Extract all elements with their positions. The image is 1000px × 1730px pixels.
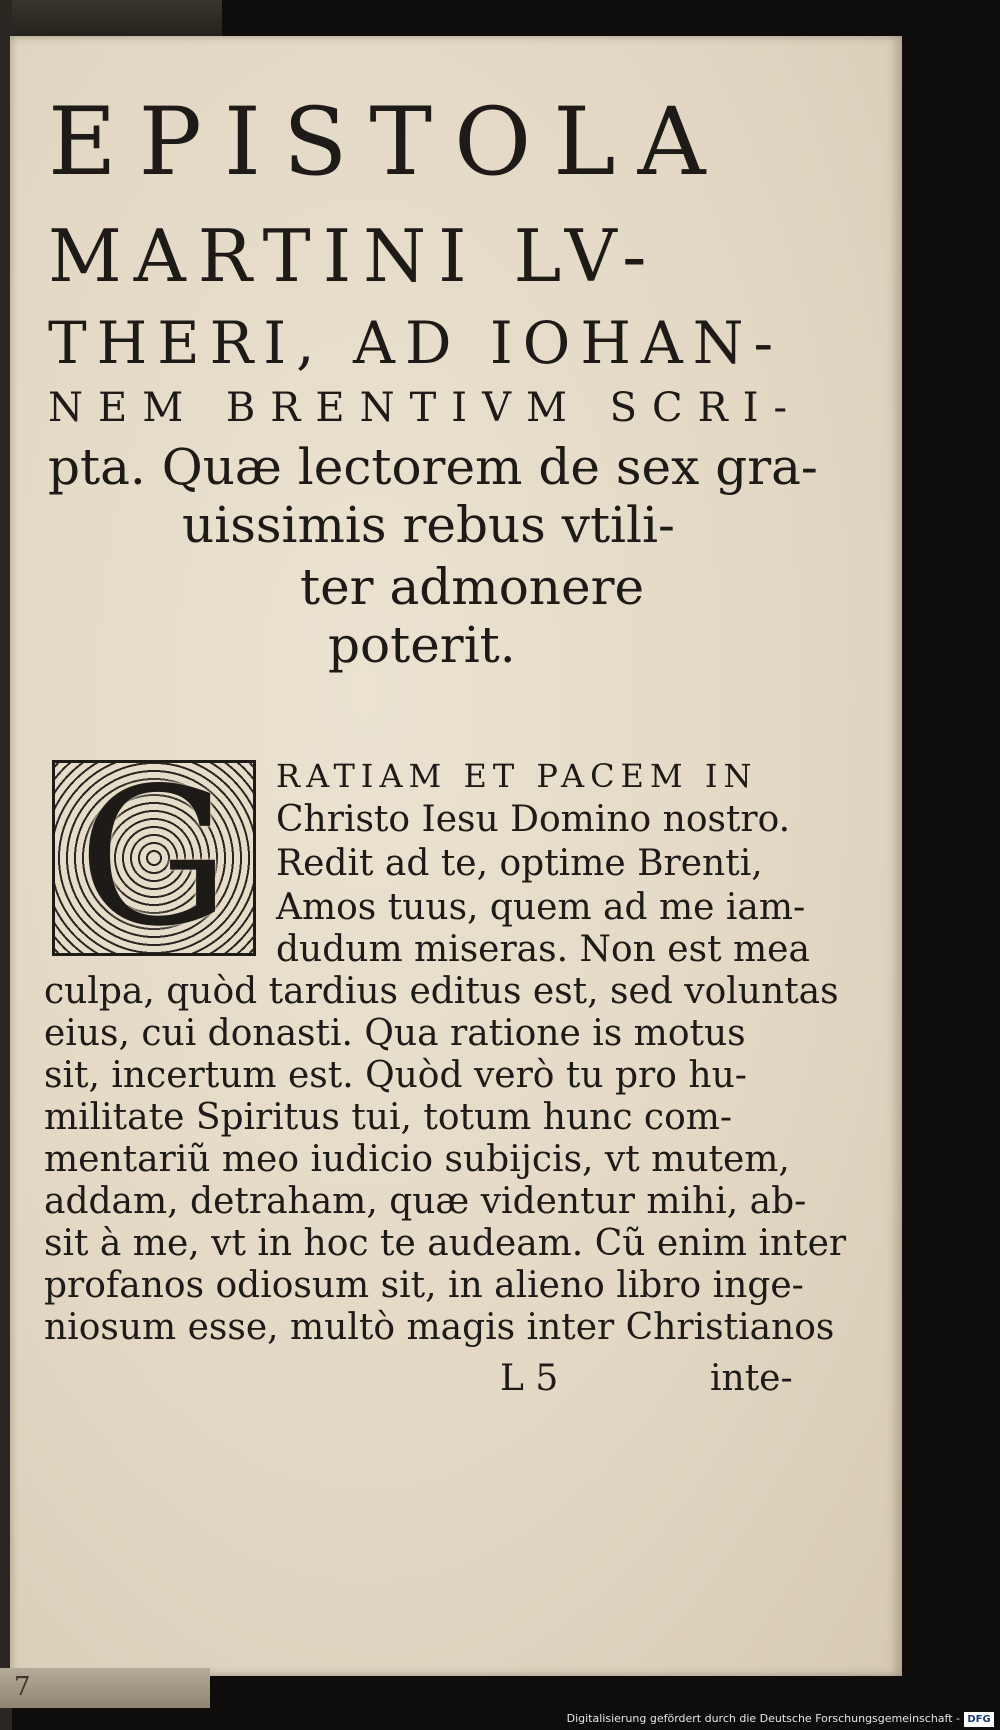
body-line: addam, detraham, quæ videntur mihi, ab- [44,1181,807,1222]
title-line-4: NEM BRENTIVM SCRI- [48,385,803,431]
body-line: dudum miseras. Non est mea [276,929,810,970]
body-line: militate Spiritus tui, totum hunc com- [44,1097,733,1138]
title-line-1: EPISTOLA [48,88,728,197]
title-line-2: MARTINI LV- [48,214,659,298]
signature-mark: L 5 [500,1358,559,1399]
cover-mark: 7 [14,1672,31,1702]
body-line: Amos tuus, quem ad me iam- [276,887,806,928]
body-line: sit à me, vt in hoc te audeam. Cũ enim inter [44,1223,847,1264]
title-line-8: poterit. [328,616,516,674]
body-line: mentariũ meo iudicio subijcis, vt mutem, [44,1139,790,1180]
digitization-credit: Digitalisierung gefördert durch die Deutsche Forschungsgemeinschaft - [566,1712,960,1725]
body-line: profanos odiosum sit, in alieno libro inge- [44,1265,804,1306]
body-line: RATIAM ET PACEM IN [276,757,758,795]
body-line: eius, cui donasti. Qua ratione is motus [44,1013,746,1054]
body-line: Christo Iesu Domino nostro. [276,799,791,840]
decorated-initial [52,747,256,968]
book-cover-bottom [0,1668,210,1708]
body-line: niosum esse, multò magis inter Christianos [44,1307,835,1348]
title-line-7: ter admonere [300,558,645,616]
catchword: inte- [710,1358,793,1399]
dfg-logo: DFG [964,1712,994,1727]
body-line: Redit ad te, optime Brenti, [276,843,763,884]
initial-letter: G [78,747,230,968]
title-line-3: THERI, AD IOHAN- [48,309,784,377]
book-cover-top [12,0,222,36]
title-line-6: uissimis rebus vtili- [182,496,675,554]
body-line: sit, incertum est. Quòd verò tu pro hu- [44,1055,747,1096]
body-line: culpa, quòd tardius editus est, sed voluntas [44,971,839,1012]
title-line-5: pta. Quæ lectorem de sex gra- [48,438,818,496]
